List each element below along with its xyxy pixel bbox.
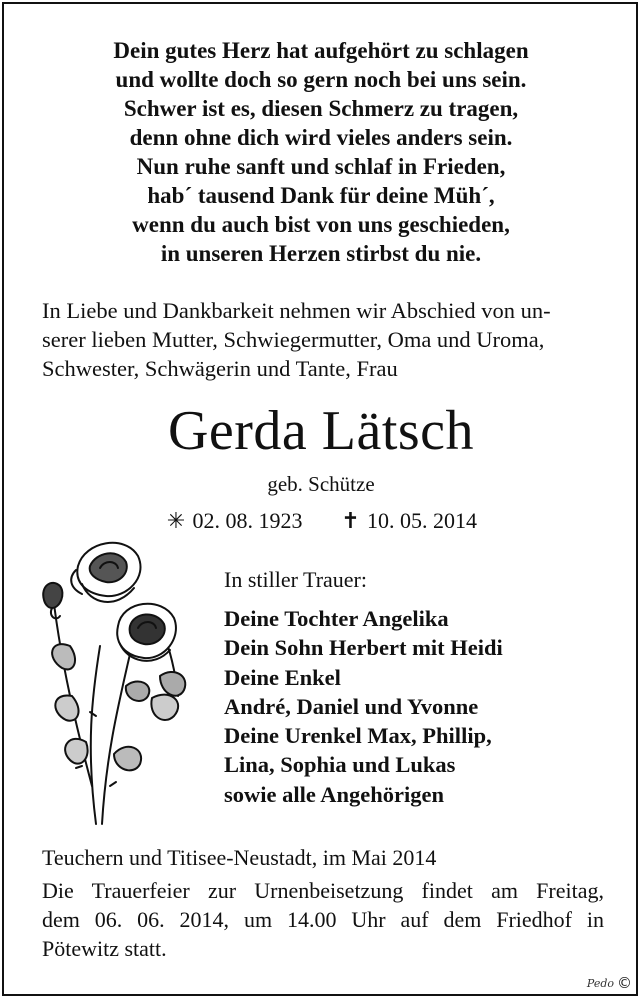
deceased-name: Gerda Lätsch xyxy=(167,400,475,462)
intro-line: Schwester, Schwägerin und Tante, Frau xyxy=(42,356,398,381)
death-cross-icon: ✝ xyxy=(341,508,360,533)
poem-line: Nun ruhe sanft und schlaf in Frieden, xyxy=(136,154,506,179)
rose-top xyxy=(71,543,140,602)
mourning-label: In stiller Trauer: xyxy=(224,567,367,592)
funeral-line: dem 06. 06. 2014, um 14.00 Uhr auf dem Friedhof in xyxy=(42,907,604,932)
funeral-info xyxy=(42,876,604,963)
death-date: 10. 05. 2014 xyxy=(367,508,477,533)
intro-text xyxy=(42,296,602,383)
intro-line: In Liebe und Dankbarkeit nehmen wir Abschied von un- xyxy=(42,298,551,323)
funeral-line: Die Trauerfeier zur Urnenbeisetzung findet am Freitag, xyxy=(42,878,604,903)
poem xyxy=(0,36,642,268)
mourner-line: Deine Urenkel Max, Phillip, xyxy=(224,723,492,749)
maiden-name: geb. Schütze xyxy=(267,472,375,496)
poem-line: denn ohne dich wird vieles anders sein. xyxy=(129,125,513,150)
rose-middle xyxy=(117,604,176,661)
mourner-line: Lina, Sophia und Lukas xyxy=(224,752,456,778)
poem-line: und wollte doch so gern noch bei uns sein. xyxy=(115,67,527,92)
mourner-line: André, Daniel und Yvonne xyxy=(224,693,479,719)
poem-line: Schwer ist es, diesen Schmerz zu tragen, xyxy=(123,96,519,121)
birth-star-icon: ✳ xyxy=(166,508,186,533)
mourner-line: sowie alle Angehörigen xyxy=(224,781,444,807)
roses-illustration-icon xyxy=(30,526,205,826)
mourner-line: Deine Tochter Angelika xyxy=(224,606,449,631)
mourners-list xyxy=(224,604,503,809)
poem-line: wenn du auch bist von uns geschieden, xyxy=(132,212,510,237)
rose-bud xyxy=(43,583,62,619)
copyright-icon: © xyxy=(617,974,632,992)
funeral-line: Pötewitz statt. xyxy=(42,936,167,961)
birth-date: 02. 08. 1923 xyxy=(192,508,303,533)
poem-line: hab´ tausend Dank für deine Müh´, xyxy=(147,183,495,208)
intro-line: serer lieben Mutter, Schwiegermutter, Oma und Uroma, xyxy=(42,327,545,352)
mourner-line: Deine Enkel xyxy=(224,664,341,690)
place-date: Teuchern und Titisee-Neustadt, im Mai 2014 xyxy=(42,845,437,870)
designer-signature: Pedo xyxy=(586,977,614,990)
poem-line: Dein gutes Herz hat aufgehört zu schlagen xyxy=(113,38,529,63)
poem-line: in unseren Herzen stirbst du nie. xyxy=(160,241,482,266)
mourner-line: Dein Sohn Herbert mit Heidi xyxy=(224,635,503,661)
